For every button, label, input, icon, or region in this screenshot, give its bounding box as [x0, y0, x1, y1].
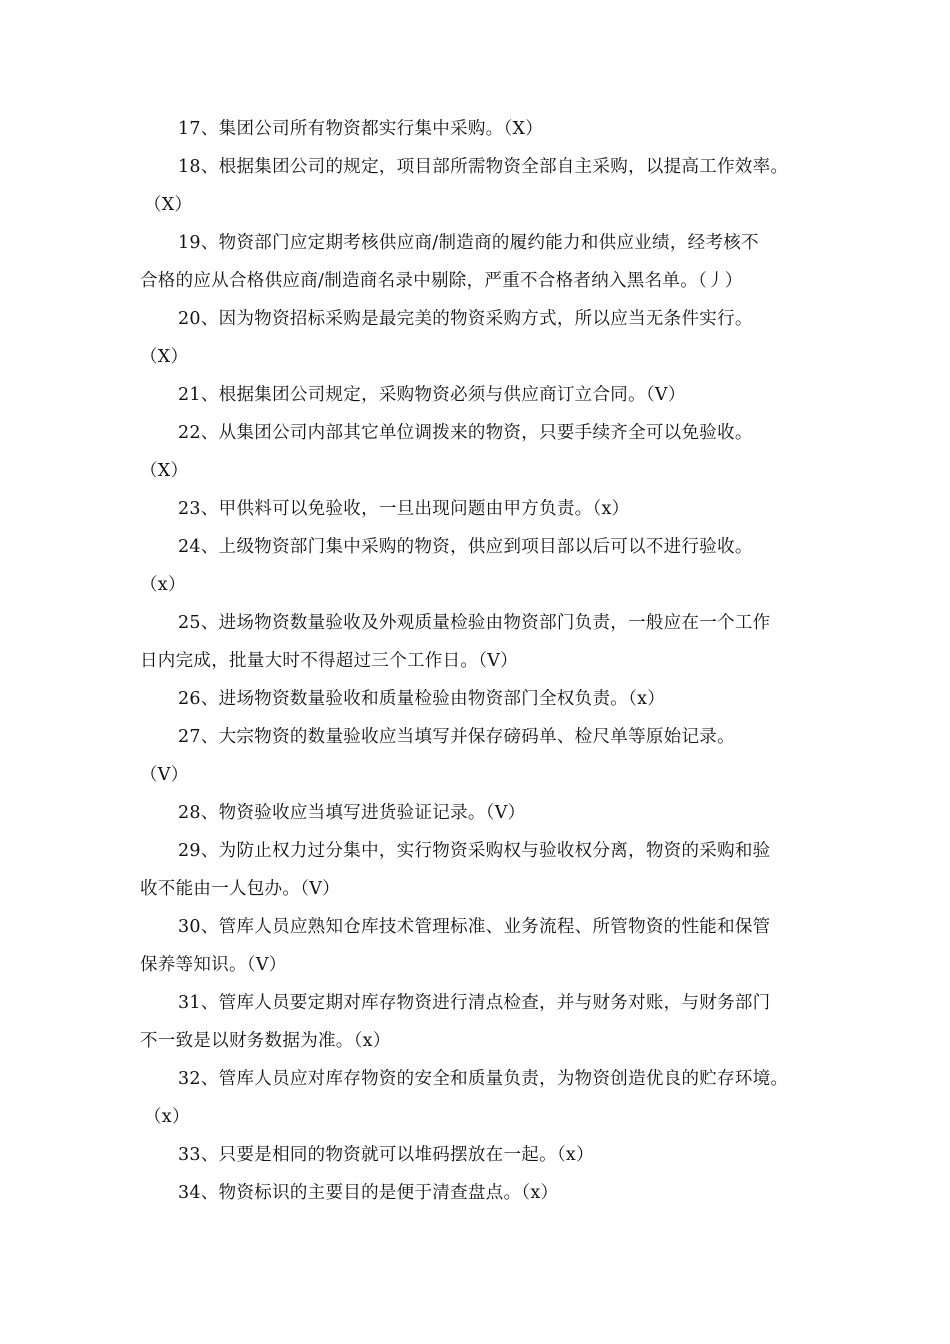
item-17-line: 17、集团公司所有物资都实行集中采购。（X） — [178, 119, 544, 139]
item-32-answer: （x） — [144, 1107, 190, 1127]
item-30-line: 30、管库人员应熟知仓库技术管理标准、业务流程、所管物资的性能和保管 — [178, 917, 771, 937]
item-29-line: 29、为防止权力过分集中，实行物资采购权与验收权分离，物资的采购和验 — [178, 841, 771, 861]
item-20-answer: （X） — [140, 347, 189, 367]
item-27-answer: （V） — [140, 765, 189, 785]
item-24-line: 24、上级物资部门集中采购的物资，供应到项目部以后可以不进行验收。 — [178, 537, 753, 557]
item-18-line: 18、根据集团公司的规定，项目部所需物资全部自主采购，以提高工作效率。 — [178, 157, 789, 177]
item-25-continuation: 日内完成，批量大时不得超过三个工作日。（V） — [140, 651, 518, 671]
item-24-answer: （x） — [140, 575, 186, 595]
item-29-continuation: 收不能由一人包办。（V） — [140, 879, 340, 899]
item-20-line: 20、因为物资招标采购是最完美的物资采购方式，所以应当无条件实行。 — [178, 309, 753, 329]
item-19-line: 19、物资部门应定期考核供应商/制造商的履约能力和供应业绩，经考核不 — [178, 233, 759, 253]
item-19-continuation: 合格的应从合格供应商/制造商名录中剔除，严重不合格者纳入黑名单。（丿） — [140, 271, 743, 291]
item-30-continuation: 保养等知识。（V） — [140, 955, 287, 975]
item-32-line: 32、管库人员应对库存物资的安全和质量负责，为物资创造优良的贮存环境。 — [178, 1069, 789, 1089]
item-23-line: 23、甲供料可以免验收，一旦出现问题由甲方负责。（x） — [178, 499, 630, 519]
item-31-continuation: 不一致是以财务数据为准。（x） — [140, 1031, 391, 1051]
item-22-line: 22、从集团公司内部其它单位调拨来的物资，只要手续齐全可以免验收。 — [178, 423, 753, 443]
item-21-line: 21、根据集团公司规定，采购物资必须与供应商订立合同。（V） — [178, 385, 686, 405]
item-31-line: 31、管库人员要定期对库存物资进行清点检查，并与财务对账，与财务部门 — [178, 993, 771, 1013]
item-28-line: 28、物资验收应当填写进货验证记录。（V） — [178, 803, 526, 823]
item-27-line: 27、大宗物资的数量验收应当填写并保存磅码单、检尺单等原始记录。 — [178, 727, 735, 747]
item-25-line: 25、进场物资数量验收及外观质量检验由物资部门负责，一般应在一个工作 — [178, 613, 771, 633]
item-33-line: 33、只要是相同的物资就可以堆码摆放在一起。（x） — [178, 1145, 594, 1165]
item-26-line: 26、进场物资数量验收和质量检验由物资部门全权负责。（x） — [178, 689, 666, 709]
item-22-answer: （X） — [140, 461, 189, 481]
item-34-line: 34、物资标识的主要目的是便于清查盘点。（x） — [178, 1183, 559, 1203]
item-18-answer: （X） — [144, 195, 193, 215]
